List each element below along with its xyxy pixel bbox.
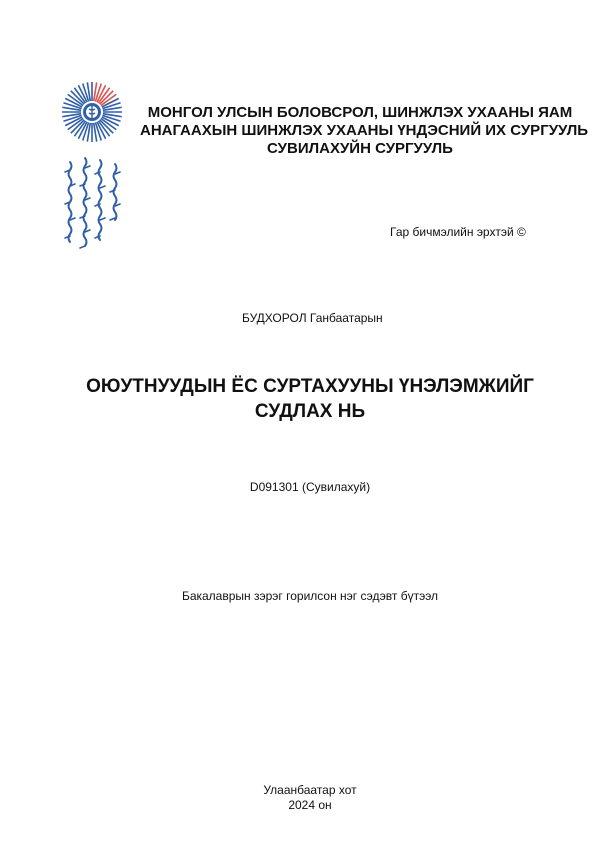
ministry-header <box>140 104 589 158</box>
year: 2024 он <box>288 798 332 812</box>
copyright-notice: Гар бичмэлийн эрхтэй © <box>390 225 526 239</box>
thesis-title <box>70 374 550 424</box>
city: Улаанбаатар хот <box>263 783 357 797</box>
school-name: СУВИЛАХУЙН СУРГУУЛЬ <box>267 140 453 157</box>
ministry-name: МОНГОЛ УЛСЫН БОЛОВСРОЛ, ШИНЖЛЭХ УХААНЫ ЯАМ <box>147 104 573 121</box>
author-name: БУДХОРОЛ Ганбаатарын <box>242 311 383 325</box>
program-code: D091301 (Сувилахуй) <box>249 480 371 494</box>
thesis-title-line-1: ОЮУТНУУДЫН ЁС СУРТАХУУНЫ ҮНЭЛЭМЖИЙГ <box>86 376 534 397</box>
university-logo <box>52 80 134 255</box>
place-and-year <box>0 783 600 813</box>
university-emblem-icon <box>52 80 134 255</box>
degree-statement: Бакалаврын зэрэг горилсон нэг сэдэвт бүтээл <box>181 589 439 603</box>
university-name: АНАГААХЫН ШИНЖЛЭХ УХААНЫ ҮНДЭСНИЙ ИХ СУРГУУЛЬ <box>140 122 589 139</box>
thesis-title-line-2: СУДЛАХ НЬ <box>254 401 366 422</box>
